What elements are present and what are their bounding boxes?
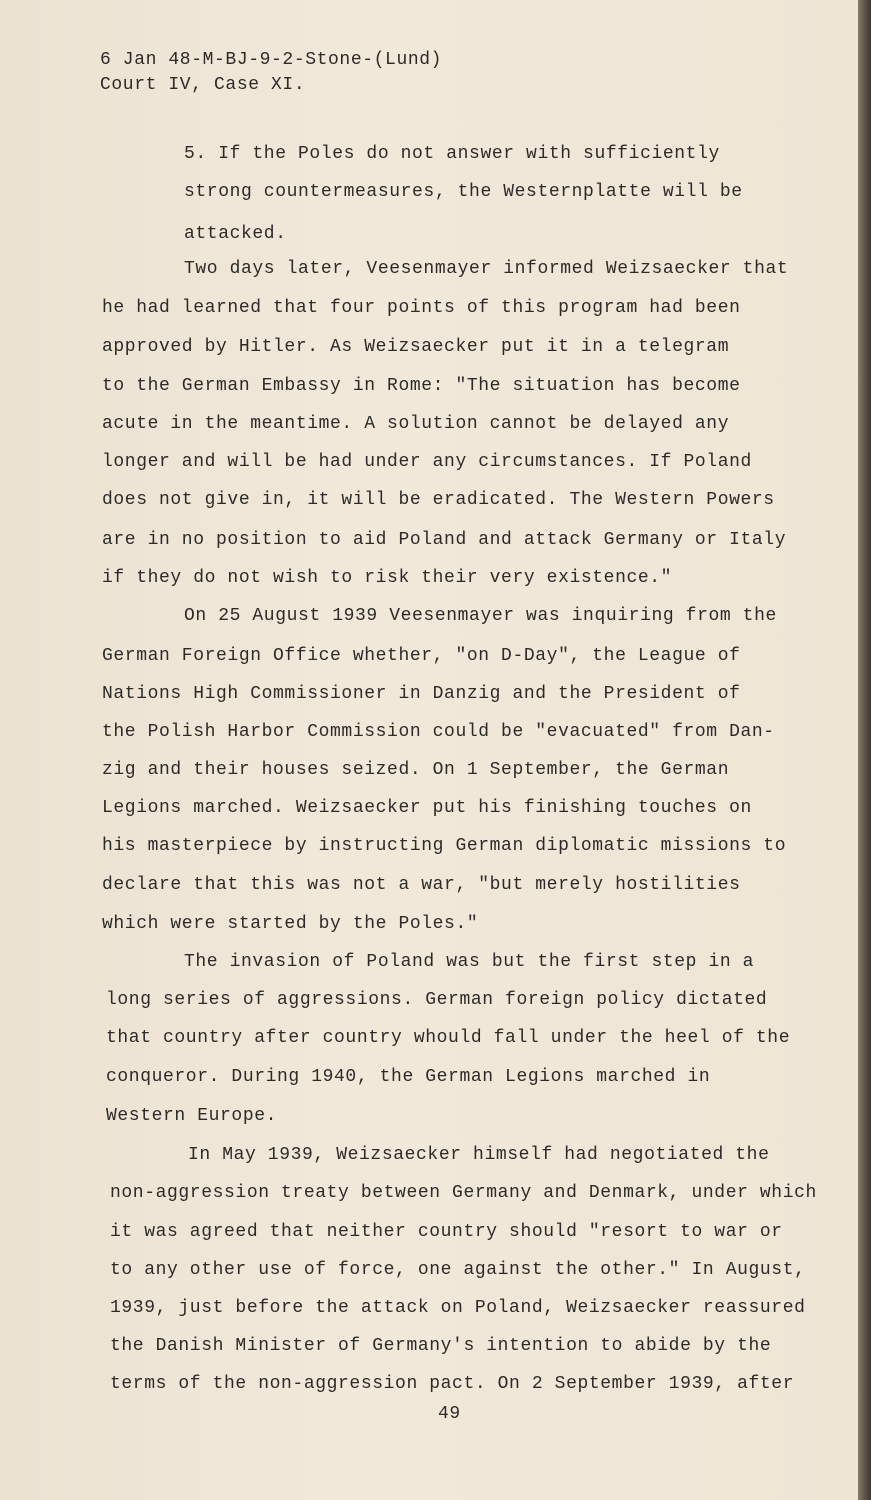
body-line: long series of aggressions. German foreign policy dictated <box>106 990 768 1010</box>
body-line: the Polish Harbor Commission could be "evacuated" from Dan- <box>102 722 775 742</box>
body-line: the Danish Minister of Germany's intention to abide by the <box>110 1336 772 1356</box>
body-line: which were started by the Poles." <box>102 914 479 934</box>
body-line: terms of the non-aggression pact. On 2 September 1939, after <box>110 1374 795 1394</box>
body-line: acute in the meantime. A solution cannot be delayed any <box>102 414 730 434</box>
body-line: Two days later, Veesenmayer informed Weizsaecker that <box>184 259 789 279</box>
header-line-1: 6 Jan 48-M-BJ-9-2-Stone-(Lund) <box>100 50 443 70</box>
body-line: does not give in, it will be eradicated. The Western Powers <box>102 490 775 510</box>
body-line: are in no position to aid Poland and attack Germany or Italy <box>102 530 787 550</box>
body-line: it was agreed that neither country should "resort to war or <box>110 1222 783 1242</box>
body-line: The invasion of Poland was but the first step in a <box>184 952 755 972</box>
body-line: zig and their houses seized. On 1 September, the German <box>102 760 730 780</box>
body-line: Western Europe. <box>106 1106 278 1126</box>
body-line: attacked. <box>184 224 287 244</box>
body-line: longer and will be had under any circumstances. If Poland <box>102 452 752 472</box>
body-line: 1939, just before the attack on Poland, Weizsaecker reassured <box>110 1298 806 1318</box>
body-line: German Foreign Office whether, "on D-Day", the League of <box>102 646 741 666</box>
body-line: that country after country whould fall under the heel of the <box>106 1028 791 1048</box>
body-line: approved by Hitler. As Weizsaecker put it in a telegram <box>102 337 730 357</box>
body-line: 5. If the Poles do not answer with sufficiently <box>184 144 720 164</box>
body-line: he had learned that four points of this program had been <box>102 298 741 318</box>
body-line: non-aggression treaty between Germany and Denmark, under which <box>110 1183 817 1203</box>
body-line: if they do not wish to risk their very existence." <box>102 568 673 588</box>
document-header <box>100 48 442 98</box>
body-line: strong countermeasures, the Westernplatte will be <box>184 182 743 202</box>
body-line: his masterpiece by instructing German diplomatic missions to <box>102 836 787 856</box>
body-line: Nations High Commissioner in Danzig and the President of <box>102 684 741 704</box>
body-line: declare that this was not a war, "but merely hostilities <box>102 875 741 895</box>
body-line: On 25 August 1939 Veesenmayer was inquiring from the <box>184 606 777 626</box>
body-line: to the German Embassy in Rome: "The situation has become <box>102 376 741 396</box>
page-number: 49 <box>438 1404 461 1424</box>
body-line: In May 1939, Weizsaecker himself had negotiated the <box>188 1145 770 1165</box>
body-line: conqueror. During 1940, the German Legions marched in <box>106 1067 711 1087</box>
page-edge-shadow <box>858 0 871 1500</box>
body-line: to any other use of force, one against the other." In August, <box>110 1260 806 1280</box>
body-line: Legions marched. Weizsaecker put his finishing touches on <box>102 798 752 818</box>
header-line-2: Court IV, Case XI. <box>100 75 306 95</box>
